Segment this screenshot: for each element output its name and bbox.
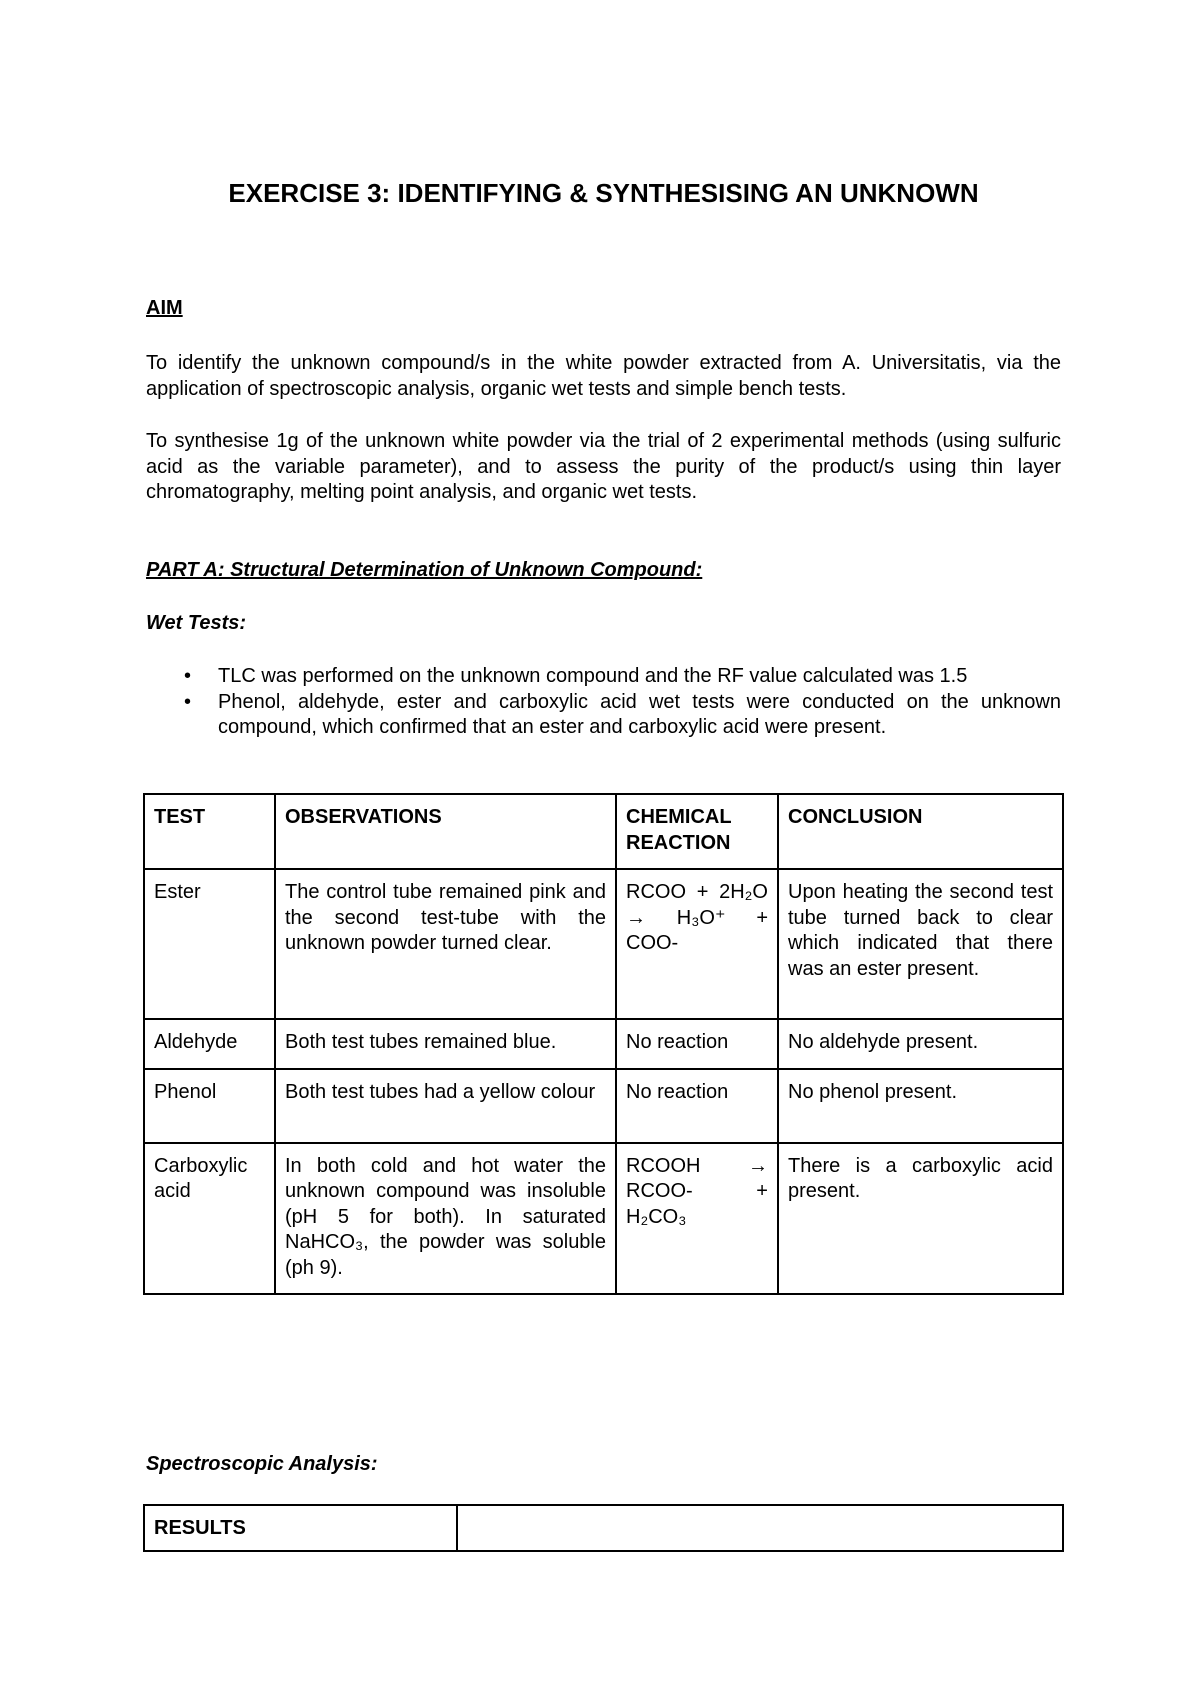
table-row — [144, 1505, 1063, 1551]
header-test: TEST — [144, 794, 275, 869]
cell-conclusion: No phenol present. — [778, 1069, 1063, 1143]
cell-test: Aldehyde — [144, 1019, 275, 1069]
table-row — [144, 1143, 1063, 1295]
cell-reaction: RCOO + 2H₂O → H₃O⁺ + COO- — [616, 869, 778, 1019]
aim-paragraph-1: To identify the unknown compound/s in the white powder extracted from A. Universitatis, via the application of spectroscopic analysis, organic wet tests and simple bench tests. — [146, 352, 1061, 400]
bullet-item — [146, 664, 1061, 690]
results-value — [457, 1505, 1063, 1551]
cell-observations: Both test tubes remained blue. — [275, 1019, 616, 1069]
cell-conclusion: There is a carboxylic acid present. — [778, 1143, 1063, 1295]
cell-observations: The control tube remained pink and the second test-tube with the unknown powder turned clear. — [275, 869, 616, 1019]
header-chemical-reaction: CHEMICAL REACTION — [616, 794, 778, 869]
cell-reaction: No reaction — [616, 1069, 778, 1143]
wet-tests-heading: Wet Tests: — [146, 612, 247, 634]
part-a-heading: PART A: Structural Determination of Unknown Compound: — [146, 559, 703, 581]
aim-heading: AIM — [146, 297, 183, 319]
spectroscopic-heading: Spectroscopic Analysis: — [146, 1453, 378, 1475]
bullet-icon: • — [184, 665, 192, 687]
header-conclusion: CONCLUSION — [778, 794, 1063, 869]
results-table — [143, 1504, 1064, 1552]
bullet-item — [146, 690, 1061, 741]
wet-tests-bullet-list — [146, 664, 1061, 741]
table-header-row — [144, 794, 1063, 869]
table-row — [144, 869, 1063, 1019]
cell-reaction: No reaction — [616, 1019, 778, 1069]
table-row — [144, 1019, 1063, 1069]
header-observations: OBSERVATIONS — [275, 794, 616, 869]
cell-observations: In both cold and hot water the unknown compound was insoluble (pH 5 for both). In saturated NaHCO₃, the powder was soluble (ph 9). — [275, 1143, 616, 1295]
table-row — [144, 1069, 1063, 1143]
document-title: EXERCISE 3: IDENTIFYING & SYNTHESISING AN UNKNOWN — [228, 178, 979, 208]
aim-paragraph-2: To synthesise 1g of the unknown white powder via the trial of 2 experimental methods (using sulfuric acid as the variable parameter), and to assess the purity of the product/s using thin layer chromatography, melting point analysis, and organic wet tests. — [146, 430, 1061, 503]
cell-reaction: RCOOH → RCOO- + H₂CO₃ — [616, 1143, 778, 1295]
bullet-text: Phenol, aldehyde, ester and carboxylic acid wet tests were conducted on the unknown compound, which confirmed that an ester and carboxylic acid were present. — [218, 690, 1061, 738]
bullet-text: TLC was performed on the unknown compound and the RF value calculated was 1.5 — [218, 665, 968, 687]
cell-conclusion: Upon heating the second test tube turned back to clear which indicated that there was an ester present. — [778, 869, 1063, 1019]
results-label: RESULTS — [144, 1505, 457, 1551]
cell-test: Carboxylic acid — [144, 1143, 275, 1295]
cell-test: Ester — [144, 869, 275, 1019]
cell-conclusion: No aldehyde present. — [778, 1019, 1063, 1069]
wet-tests-table — [143, 793, 1064, 1295]
cell-test: Phenol — [144, 1069, 275, 1143]
cell-observations: Both test tubes had a yellow colour — [275, 1069, 616, 1143]
bullet-icon: • — [184, 690, 192, 713]
